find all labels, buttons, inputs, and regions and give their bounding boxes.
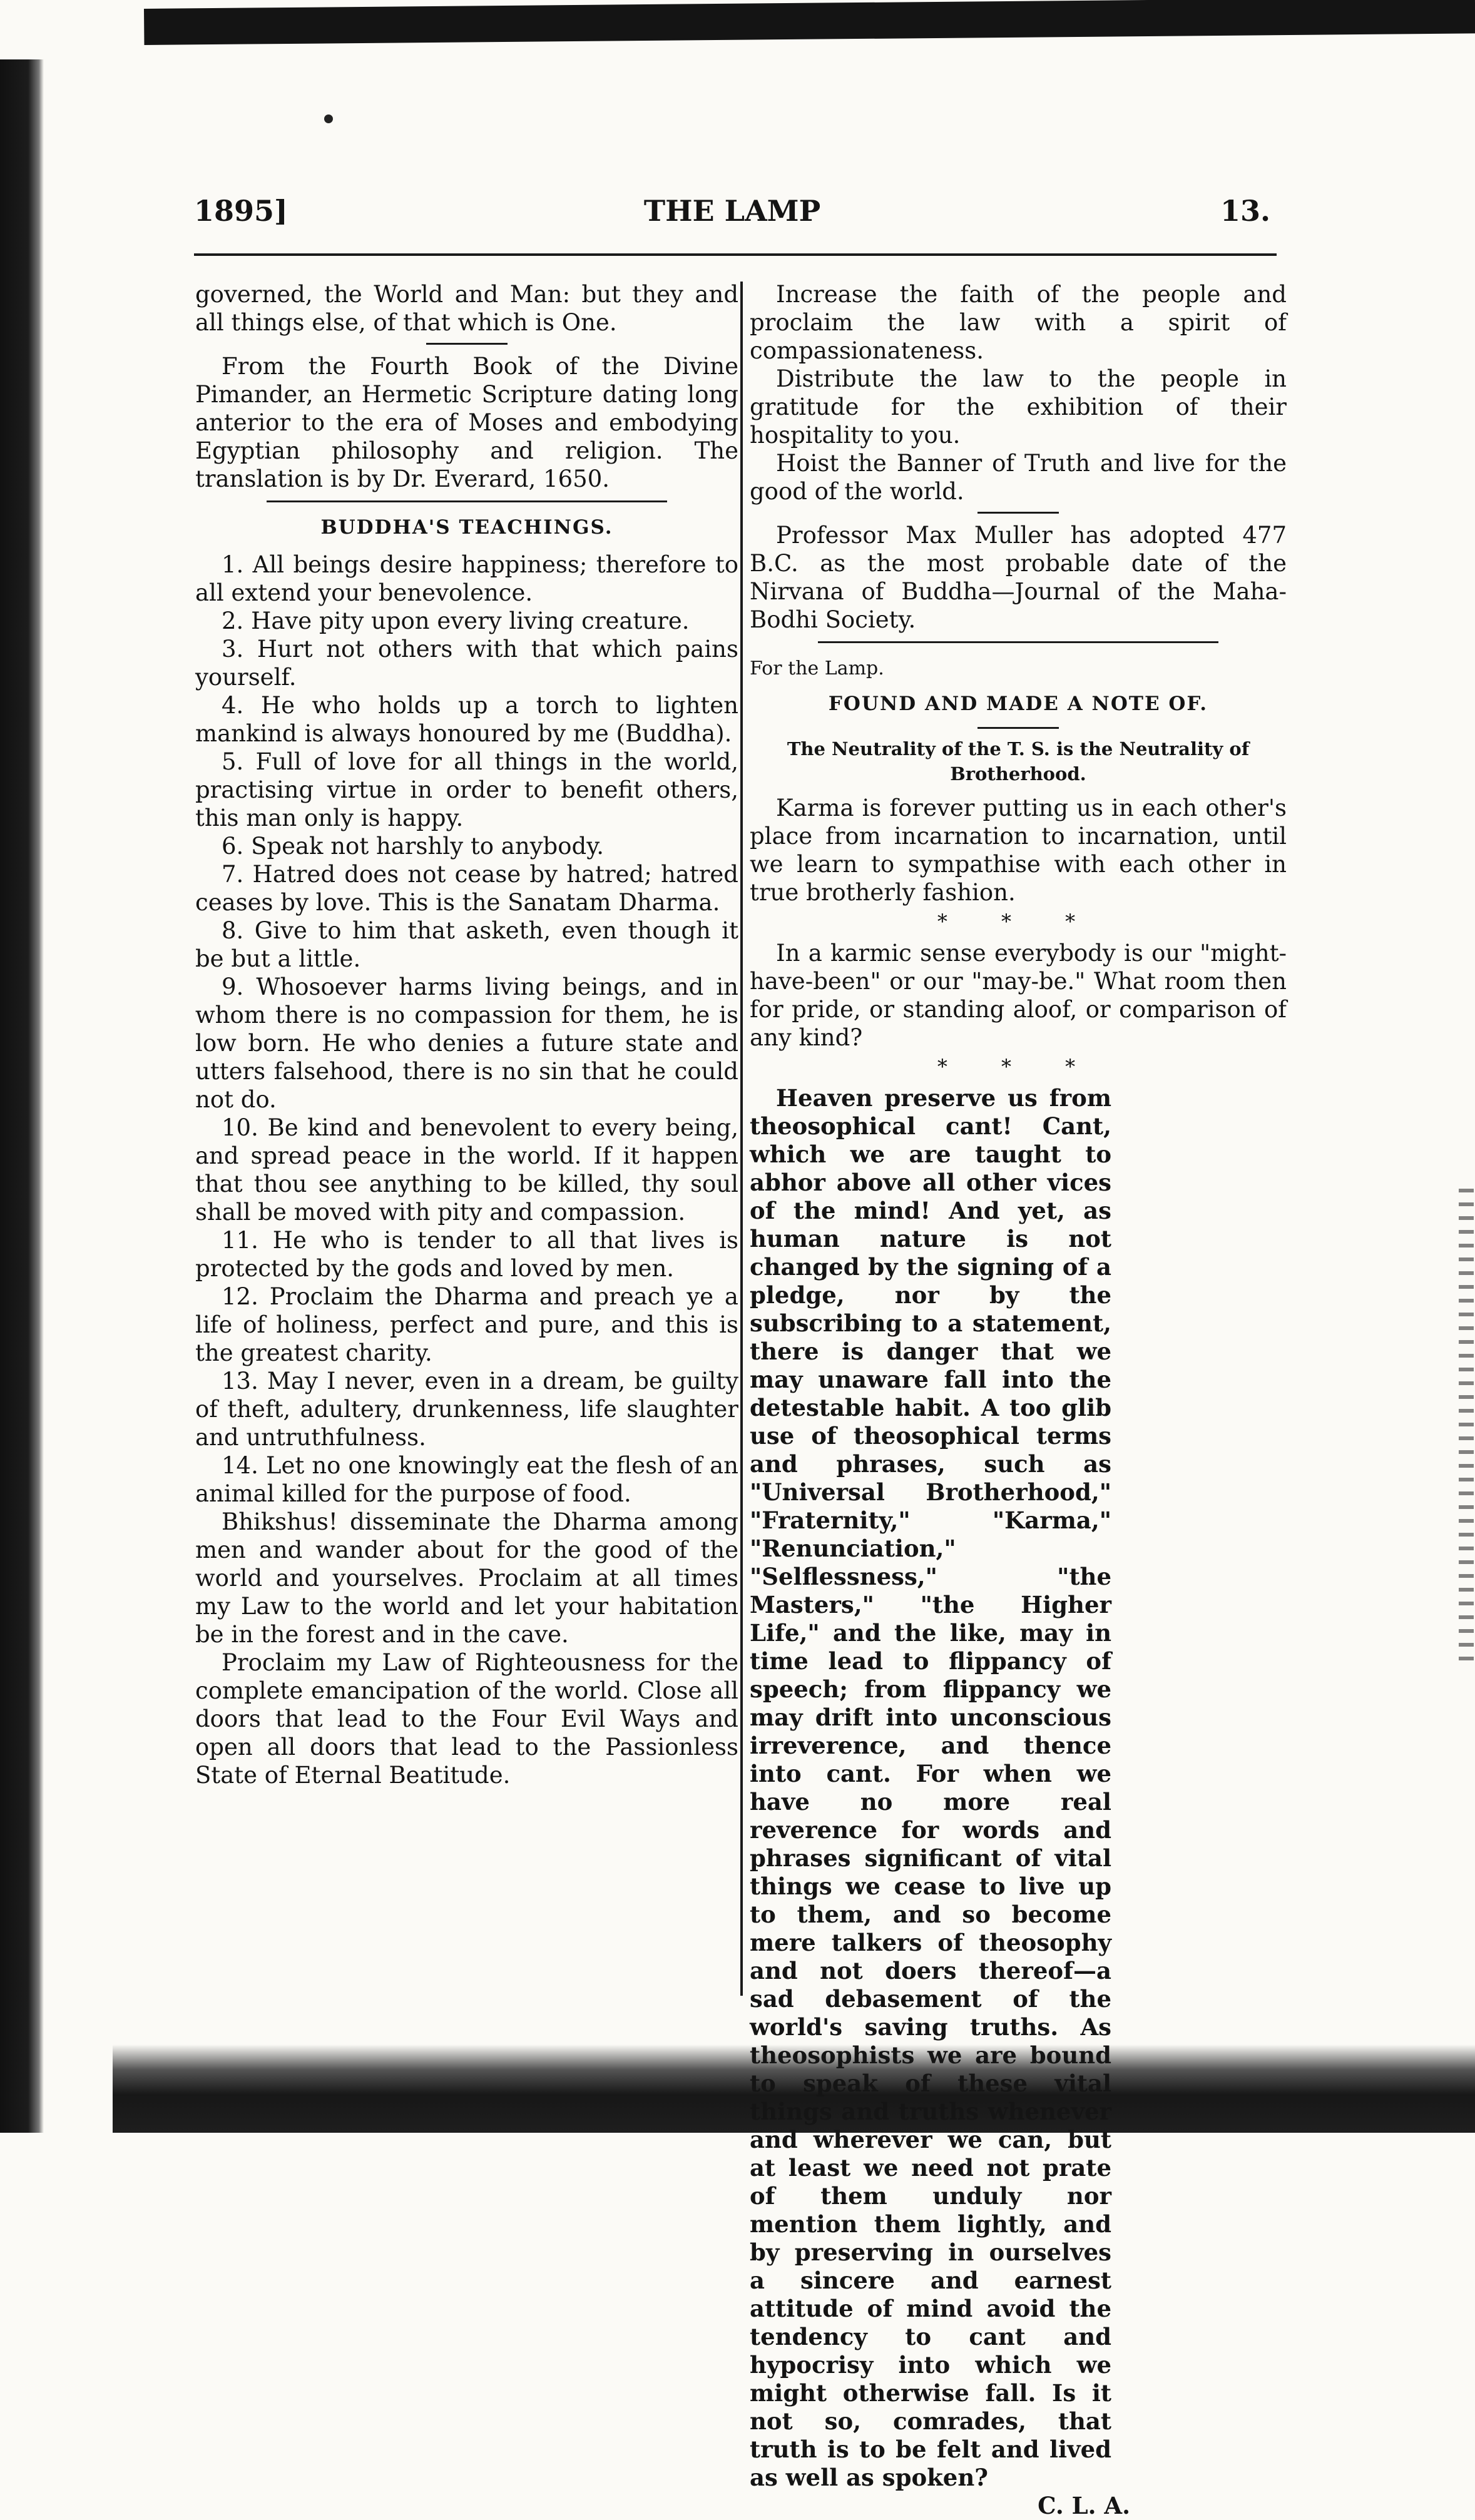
journal-title: THE LAMP [643,194,821,228]
scan-right-specks [1459,1189,1474,1664]
teaching-item: 4. He who holds up a torch to lighten mankind is always honoured by me (Buddha). [195,692,738,747]
teaching-item: 7. Hatred does not cease by hatred; hatred ceases by love. This is the Sanatam Dharma. [195,861,738,916]
section-divider [977,512,1059,514]
teaching-item: 12. Proclaim the Dharma and preach ye a life of holiness, perfect and pure, and this is the greatest charity. [195,1283,738,1366]
section-divider [818,641,1218,643]
page-number: 13. [1220,194,1270,228]
teaching-item: 14. Let no one knowingly eat the flesh of an animal killed for the purpose of food. [195,1452,738,1507]
article-heading: FOUND AND MADE A NOTE OF. [828,693,1208,715]
author-signature: C. L. A. [1038,2492,1130,2519]
column-divider [740,282,743,1996]
section-divider [977,727,1059,729]
teaching-item: 10. Be kind and benevolent to every being, and spread peace in the world. If it happen that thou see anything to be killed, thy soul shall be moved with pity and compassion. [195,1114,738,1226]
pimander-note: From the Fourth Book of the Divine Pimander, an Hermetic Scripture dating long anterior to the era of Moses and embodying Egyptian philosophy and religion. The translation is by Dr. Everard, 1650. [195,353,738,492]
section-divider [267,500,667,502]
section-heading: BUDDHA'S TEACHINGS. [320,516,613,539]
proclaim-paragraph: Proclaim my Law of Righteousness for the complete emancipation of the world. Close all doors that lead to the Four Evil Ways and open all doors that lead to the Passionless State of Eternal Beatitude. [195,1649,738,1789]
running-head [194,194,1270,244]
left-column [195,280,738,1789]
right-column [750,280,1287,2520]
scan-left-edge [0,59,44,2133]
for-the-lamp-note: For the Lamp. [750,658,884,679]
teaching-item: 1. All beings desire happiness; therefore to all extend your benevolence. [195,551,738,606]
header-rule [194,253,1277,256]
teaching-item: 11. He who is tender to all that lives is protected by the gods and loved by men. [195,1227,738,1282]
bhikshus-paragraph: Bhikshus! disseminate the Dharma among men and wander about for the good of the world and yourselves. Proclaim at all times my Law to the world and let your habitation be in the forest and in the cave. [195,1508,738,1648]
article-paragraph: Karma is forever putting us in each other's place from incarnation to incarnation, until we learn to sympathise with each other in true brotherly fashion. [750,795,1287,906]
teaching-item: 2. Have pity upon every living creature. [222,607,690,634]
teaching-item: 13. May I never, even in a dream, be guilty of theft, adultery, drunkenness, life slaughter and untruthfulness. [195,1368,738,1451]
teaching-item: 9. Whosoever harms living beings, and in whom there is no compassion for them, he is low born. He who denies a future state and utters falsehood, there is no sin that he could not do. [195,973,738,1113]
scan-top-edge [144,0,1475,45]
article-paragraph: Heaven preserve us from theosophical cant! Cant, which we are taught to abhor above all other vices of the mind! And yet, as human nature is not changed by the signing of a pledge, nor by the subscribing to a statement, there is danger that we may unaware fall into the detestable habit. A too glib use of theosophical terms and phrases, such as "Universal Brotherhood," "Fraternity," "Karma," "Renunciation," "Selflessness," "the Masters," "the Higher Life," and the like, may in time lead to flippancy of speech; from flippancy we may drift into unconscious irreverence, and thence into cant. For when we have no more real reverence for words and phrases significant of vital things we cease to live up to them, and so become mere talkers of theosophy and not doers thereof—a sad debasement of the world's saving truths. As theosophists we are bound to speak of these vital things and truths whenever and wherever we can, but at least we need not prate of them unduly nor mention them lightly, and by preserving in ourselves a sincere and earnest attitude of mind avoid the tendency to cant and hypocrisy into which we might otherwise fall. Is it not so, comrades, that truth is to be felt and lived as well as spoken? [750,1084,1111,2491]
teaching-continued: Distribute the law to the people in gratitude for the exhibition of their hospitality to you. [750,365,1287,449]
muller-note: Professor Max Muller has adopted 477 B.C. as the most probable date of the Nirvana of Buddha—Journal of the Maha-Bodhi Society. [750,522,1287,633]
article-subtitle: The Neutrality of the T. S. is the Neutrality of Brotherhood. [787,738,1250,785]
teaching-continued: Increase the faith of the people and proclaim the law with a spirit of compassionateness. [750,281,1287,364]
section-stars: * * * [937,910,1100,933]
intro-lines: governed, the World and Man: but they and all things else, of that which is One. [195,281,738,336]
ink-speck [324,114,333,123]
teaching-continued: Hoist the Banner of Truth and live for the good of the world. [750,450,1287,505]
section-stars: * * * [937,1055,1100,1079]
teaching-item: 5. Full of love for all things in the world, practising virtue in order to benefit others, this man only is happy. [195,748,738,831]
section-divider [426,343,508,345]
teaching-item: 3. Hurt not others with that which pains yourself. [195,636,738,691]
article-paragraph: In a karmic sense everybody is our "might-have-been" or our "may-be." What room then for pride, or standing aloof, or comparison of any kind? [750,940,1287,1051]
closing-paragraph [750,1084,1287,2492]
teaching-item: 6. Speak not harshly to anybody. [222,833,604,860]
teaching-item: 8. Give to him that asketh, even though it be but a little. [195,917,738,972]
page-year: 1895] [194,194,288,228]
